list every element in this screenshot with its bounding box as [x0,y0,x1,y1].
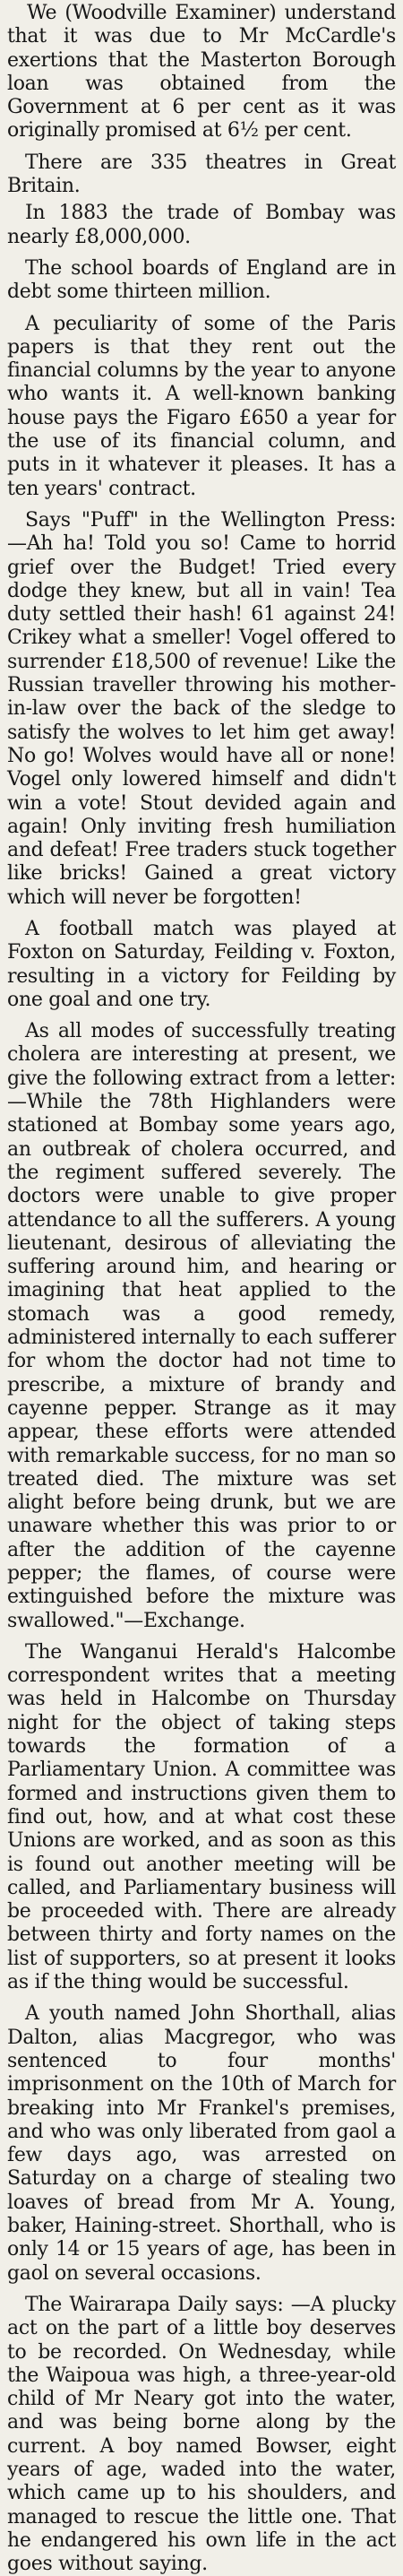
paragraph-youth-arrested: A youth named John Shorthall, alias Dalton, alias Macgregor, who was sentenced to four months' imprisonment on the 10th of March for breaking into Mr Frankel's premises, and who was only liberated from gaol a few days ago, was arrested on Saturday on a charge of stealing two loaves of bread from Mr A. Young, baker, Haining-street. Shorthall, who is only 14 or 15 years of age, has been in gaol on several occasions. [7,2002,396,2285]
paragraph-puff-budget: Says "Puff" in the Wellington Press: —Ah ha! Told you so! Came to horrid grief over the Budget! Tried every dodge they knew, but all in vain! Tea duty settled their hash! 61 against 24! Crikey what a smeller! Vogel offered to surrender £18,500 of revenue! Like the Russian traveller throwing his mother-in-law over the back of the sledge to satisfy the wolves to let him get away! No go! Wolves would have all or none! Vogel only lowered himself and didn't win a vote! Stout devided again and again! Only inviting fresh humiliation and defeat! Free traders stuck together like bricks! Gained a great victory which will never be forgotten! [7,508,396,909]
paragraph-plucky-boy: The Wairarapa Daily says: —A plucky act on the part of a little boy deserves to be recorded. On Wednesday, while the Waipoua was high, a three-year-old child of Mr Neary got into the water, and was being borne along by the current. A boy named Bowser, eight years of age, waded into the water, which came up to his shoulders, and managed to rescue the little one. That he endangered his own life in the act goes without saying. [7,2293,396,2576]
paragraph-paris-papers: A peculiarity of some of the Paris papers is that they rent out the financial columns by the year to anyone who wants it. A well-known banking house pays the Figaro £650 a year for the use of its financial column, and puts in it whatever it pleases. It has a ten years' contract. [7,312,396,500]
paragraph-football-match: A football match was played at Foxton on Saturday, Feilding v. Foxton, resulting in a victory for Feilding by one goal and one try. [7,917,396,1011]
paragraph-masterton-loan: We (Woodville Examiner) understand that it was due to Mr McCardle's exertions that the Masterton Borough loan was obtained from the Government at 6 per cent as it was originally promised at 6½ per cent. [7,2,396,143]
paragraph-cholera-treatment: As all modes of successfully treating cholera are interesting at present, we give the following extract from a letter: —While the 78th Highlanders were stationed at Bombay some years ago, an outbreak of cholera occurred, and the regiment suffered severely. The doctors were unable to give proper attendance to all the sufferers. A young lieutenant, desirous of alleviating the suffering around him, and hearing or imagining that heat applied to the stomach was a good remedy, administered internally to each sufferer for whom the doctor had not time to prescribe, a mixture of brandy and cayenne pepper. Strange as it may appear, these efforts were attended with remarkable success, for no man so treated died. The mixture was set alight before being drunk, but we are unaware whether this was prior to or after the addition of the cayenne pepper; the flames, of course were extinguished before the mixture was swallowed."—Exchange. [7,1020,396,1632]
paragraph-theatres: There are 335 theatres in Great Britain. [7,151,396,198]
paragraph-halcombe-union: The Wanganui Herald's Halcombe correspondent writes that a meeting was held in Halcombe on Thursday night for the object of taking steps towards the formation of a Parliamentary Union. A committee was formed and instructions given them to find out, how, and at what cost these Unions are worked, and as soon as this is found out another meeting will be called, and Parliamentary business will be proceeded with. There are already between thirty and forty names on the list of supporters, so at present it looks as if the thing would be successful. [7,1640,396,1994]
paragraph-bombay-trade: In 1883 the trade of Bombay was nearly £8,000,000. [7,202,396,248]
paragraph-school-boards: The school boards of England are in debt some thirteen million. [7,256,396,304]
